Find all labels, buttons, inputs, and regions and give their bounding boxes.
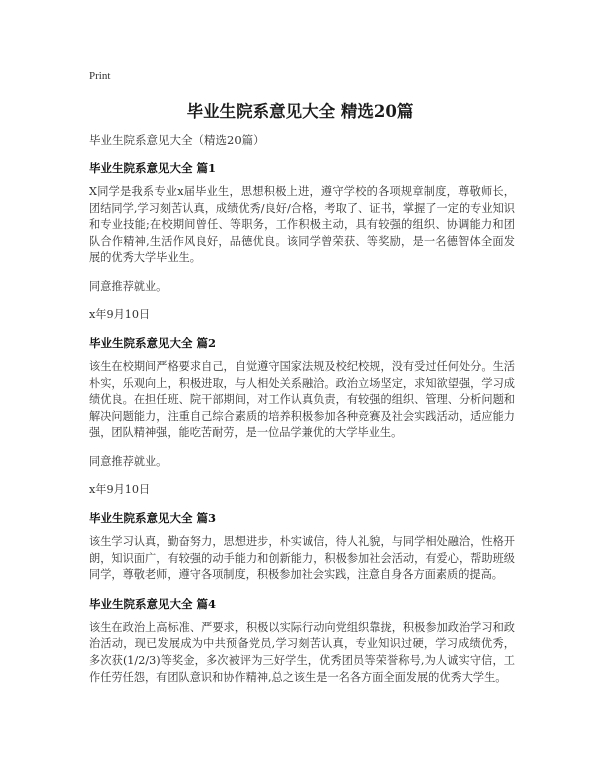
section-date: x年9月10日 <box>89 482 151 496</box>
section-heading: 毕业生院系意见大全 篇3 <box>89 510 217 525</box>
print-link[interactable]: Print <box>89 70 111 82</box>
section-paragraph: 该生在政治上高标准、严要求，积极以实际行动向党组织靠拢，积极参加政治学习和政治活动，现已发展成为中共预备党员,学习刻苦认真，专业知识过硬，学习成绩优秀，多次获(1/2/3)等奖金，多次被评为三好学生，优秀团员等荣誉称号,为人诚实守信，工作任劳任怨，有团队意识和协作精神,总之该生是一名各方面全面发展的优秀大学生。 <box>89 620 515 684</box>
section-2 <box>89 335 515 498</box>
section-recommendation: 同意推荐就业。 <box>89 454 168 468</box>
section-heading: 毕业生院系意见大全 篇4 <box>89 596 217 611</box>
section-1 <box>89 160 515 323</box>
section-paragraph: X同学是我系专业x届毕业生，思想积极上进，遵守学校的各项规章制度，尊敬师长，团结同学,学习刻苦认真，成绩优秀/良好/合格，考取了、证书，掌握了一定的专业知识和专业技能;在校期间曾任、等职务，工作积极主动，具有较强的组织、协调能力和团队合作精神,生活作风良好，品德优良。该同学曾荣获、等奖励，是一名德智体全面发展的优秀大学毕业生。 <box>89 185 515 265</box>
section-heading: 毕业生院系意见大全 篇2 <box>89 335 217 350</box>
section-3 <box>89 510 515 584</box>
document-subtitle: 毕业生院系意见大全（精选20篇） <box>89 133 265 147</box>
section-heading: 毕业生院系意见大全 篇1 <box>89 161 217 175</box>
section-paragraph: 该生学习认真，勤奋努力，思想进步，朴实诚信，待人礼貌，与同学相处融洽，性格开朗，知识面广，有较强的动手能力和创新能力，积极参加社会活动，有爱心，帮助班级同学，尊敬老师，遵守各项制度，积极参加社会实践，注意自身各方面素质的提高。 <box>89 534 515 582</box>
section-recommendation: 同意推荐就业。 <box>89 279 168 293</box>
section-4 <box>89 596 515 686</box>
section-date: x年9月10日 <box>89 307 151 321</box>
page-title: 毕业生院系意见大全 精选20篇 <box>186 102 414 121</box>
section-paragraph: 该生在校期间严格要求自己，自觉遵守国家法规及校纪校规，没有受过任何处分。生活朴实，乐观向上，积极进取，与人相处关系融洽。政治立场坚定，求知欲望强，学习成绩优良。在担任班、院干部期间，对工作认真负责，有较强的组织、管理、分析问题和解决问题能力，注重自己综合素质的培养积极参加各种竞赛及社会实践活动，适应能力强，团队精神强，能吃苦耐劳，是一位品学兼优的大学毕业生。 <box>89 359 515 440</box>
document-body <box>89 132 515 698</box>
